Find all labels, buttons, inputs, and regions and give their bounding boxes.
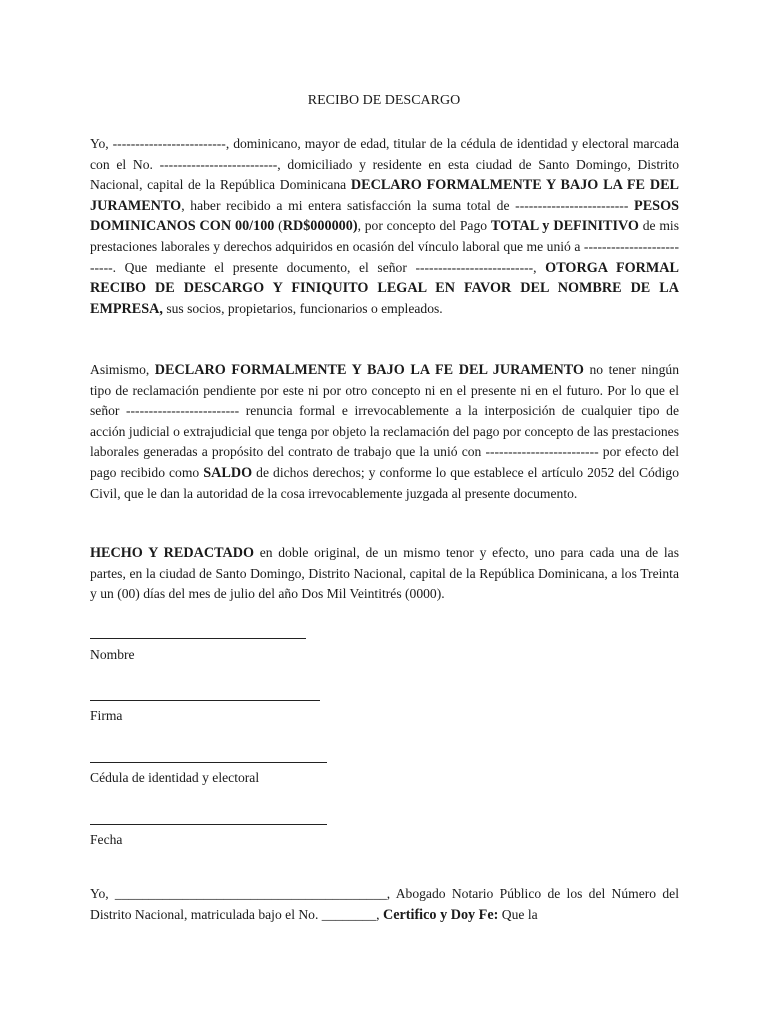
paragraph-executed xyxy=(90,543,679,605)
bold-segment: PESOS DOMINICANOS CON 00/100 xyxy=(90,197,679,235)
signature-label-id: Cédula de identidad y electoral xyxy=(90,770,260,785)
bold-segment: SALDO xyxy=(203,464,253,481)
signature-line-id xyxy=(90,762,327,763)
text-segment: no tener ningún tipo de reclamación pendiente por este ni por otro concepto ni en el presente ni en el futuro. Por lo que el señor ------------------------- renuncia formal e irrevocablemente a la interposición de cualquier tipo de acción judicial o extrajudicial que tenga por objeto la reclamación del pago por concepto de las prestaciones laborales generadas a propósito del contrato de trabajo que la unió con ------------------------- por efecto del pago recibido como xyxy=(90,362,679,480)
bold-segment: Certifico y Doy Fe: xyxy=(382,906,499,923)
paragraph-notary xyxy=(90,884,679,925)
signature-line-signature xyxy=(90,700,320,701)
signature-line-name xyxy=(90,638,306,639)
bold-segment: DECLARO FORMALMENTE Y BAJO LA FE DEL JURAMENTO xyxy=(90,177,679,214)
signature-label-date: Fecha xyxy=(90,832,123,847)
document-title: RECIBO DE DESCARGO xyxy=(307,93,461,108)
text-segment: , haber recibido a mi entera satisfacción la suma total de ------------------------- xyxy=(181,197,635,213)
paragraph-declaration xyxy=(90,134,679,319)
text-segment: en doble original, de un mismo tenor y efecto, uno para cada una de las partes, en la ciudad de Santo Domingo, Distrito Nacional, capital de la República Dominicana, a los Treinta y un (00) días del mes de julio del año Dos Mil Veintitrés (0000). xyxy=(90,545,679,602)
text-segment: Yo, -------------------------, dominicano, mayor de edad, titular de la cédula de identidad y electoral marcada con el No. --------------------------, domiciliado y residente en esta ciudad de Santo Domingo, Distrito Nacional, capital de la República Dominicana xyxy=(90,136,679,193)
text-segment: de dichos derechos; y conforme lo que establece el artículo 2052 del Código Civil, que le dan la autoridad de la cosa irrevocablemente juzgada al presente documento. xyxy=(90,464,680,501)
signature-label-signature: Firma xyxy=(90,708,123,723)
bold-segment: HECHO Y REDACTADO xyxy=(90,545,255,561)
signature-label-name: Nombre xyxy=(90,647,135,662)
text-segment: ( xyxy=(274,218,283,234)
text-segment: Yo, ________________________________________, Abogado Notario Público de los del Número del Distrito Nacional, matriculada bajo el No. ________, xyxy=(90,886,679,922)
bold-segment: DECLARO FORMALMENTE Y BAJO LA FE DEL JURAMENTO xyxy=(154,362,584,378)
text-segment: de mis prestaciones laborales y derechos adquiridos en ocasión del vínculo laboral que me unió a --------------------------. Que mediante el presente documento, el señor --------------------------, xyxy=(90,218,679,275)
bold-segment: OTORGA FORMAL RECIBO DE DESCARGO Y FINIQUITO LEGAL EN FAVOR DEL NOMBRE DE LA EMPRESA, xyxy=(90,259,679,317)
text-segment: , por concepto del Pago xyxy=(357,218,491,234)
text-segment: Que la xyxy=(498,906,538,922)
bold-segment: RD$000000) xyxy=(282,218,358,235)
bold-segment: TOTAL y DEFINITIVO xyxy=(490,218,639,235)
signature-line-date xyxy=(90,824,327,825)
text-segment: Asimismo, xyxy=(90,362,155,377)
text-segment: sus socios, propietarios, funcionarios o empleados. xyxy=(162,300,443,316)
paragraph-waiver xyxy=(90,360,679,504)
